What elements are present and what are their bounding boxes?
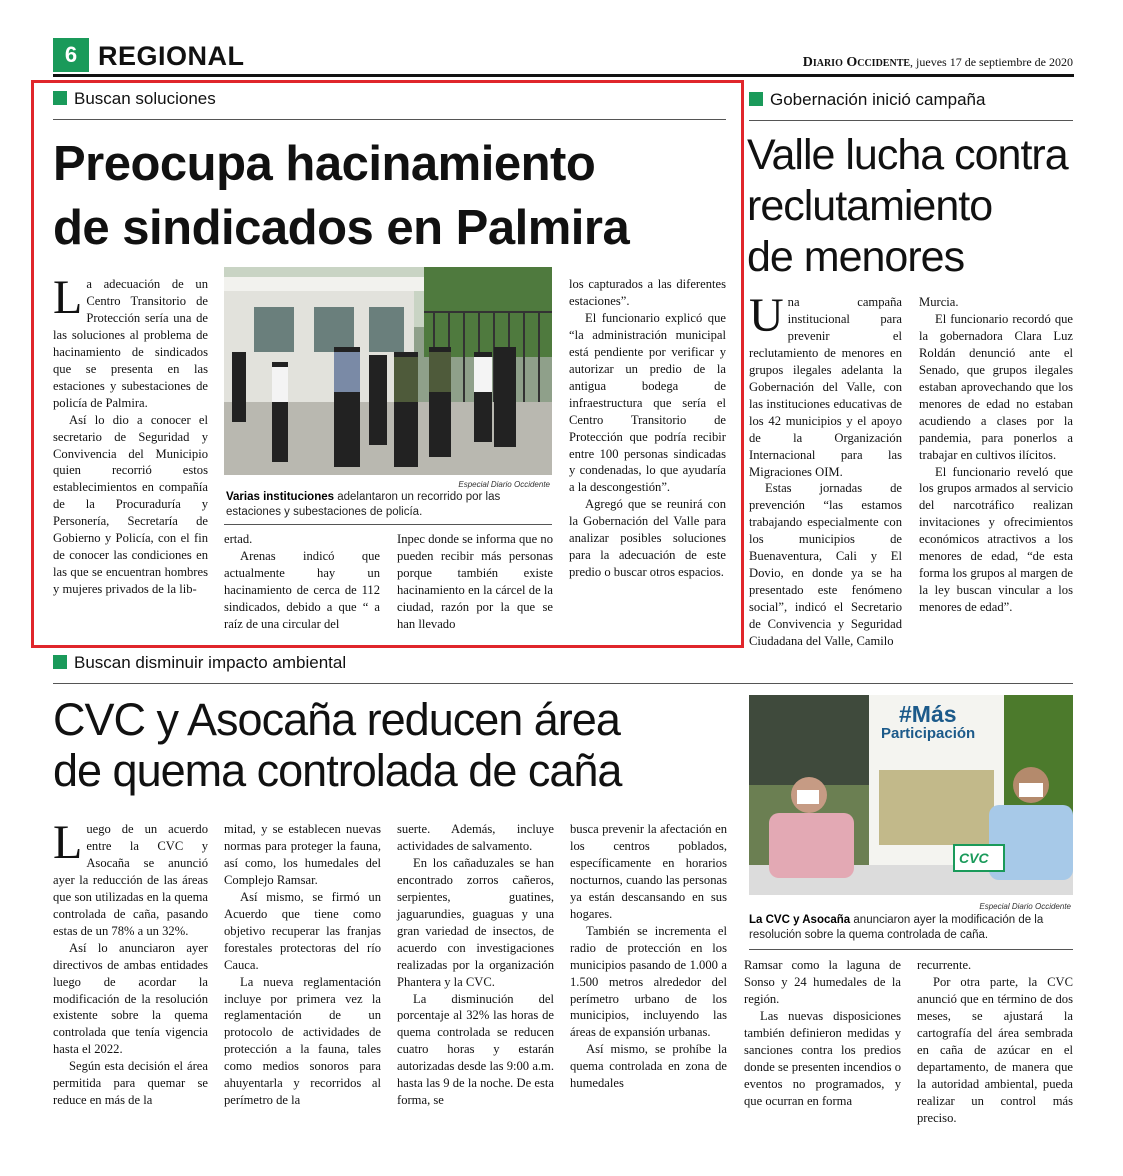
article3-col5-p2: Las nuevas disposiciones también definieron medidas y sanciones contra los predios donde se presenten incendios o eventos no programados, y que ocurran en forma [744, 1008, 901, 1108]
section-title: REGIONAL [98, 41, 245, 71]
article1-col1-p1: a adecuación de un Centro Transitorio de Protección sería una de las soluciones al problema de hacinamiento de sindicados que se presenta en las estaciones y subestaciones de policía de Palmira. [53, 277, 208, 410]
article3-col3-p2: En los cañaduzales se han encontrado zorros cañeros, serpientes, guatines, jaguarundies, guaguas y una gran variedad de insectos, de acuerdo con investigaciones realizadas por la organización Phantera y la CVC. [397, 855, 554, 989]
article2-col1-p2: Estas jornadas de prevención “las estamos trabajando especialmente con los municipios de Buenaventura, Cali y El Dovio, en donde ya se ha presentado este fenómeno social”, indicó el Secretario de Convivencia y Seguridad Ciudadana del Valle, Camilo [749, 481, 902, 649]
article1-col2-p2: Arenas indicó que actualmente hay un hacinamiento de cerca de 112 sindicados, debido a que “ a raíz de una circular del [224, 548, 380, 631]
drop-cap: L [53, 271, 83, 324]
article1-headline-2: de sindicados en Palmira [53, 201, 630, 255]
article2-col2-p1: Murcia. [919, 295, 959, 309]
masthead [803, 55, 1073, 71]
article3-col4 [570, 821, 727, 1131]
article1-col1 [53, 271, 208, 636]
article3-caption-rule [749, 949, 1073, 950]
article1-col2-p1: ertad. [224, 532, 253, 546]
green-square-icon [53, 91, 67, 105]
article3-col3 [397, 821, 554, 1131]
article3-rule [53, 683, 1073, 684]
article2-headline-2: reclutamiento [747, 182, 993, 230]
caption-bold: La CVC y Asocaña [749, 914, 851, 926]
article1-photo-credit: Especial Diario Occidente [458, 480, 550, 489]
drop-cap: L [53, 816, 83, 869]
article3-col6 [917, 957, 1073, 1132]
article3-col1-p1: uego de un acuerdo entre la CVC y Asocaña se anunció ayer la reducción de las áreas que son utilizadas en la quema controlada de caña, pasando estas de un 78% a un 32%. [53, 822, 208, 938]
article3-col3-p3: La disminución del porcentaje al 32% las horas de quema controlada se reducen cuatro horas y estarán autorizadas desde las 9:00 a.m. hasta las 9 de la noche. De esta forma, se [397, 991, 554, 1108]
article3-col1-p3: Según esta decisión el área permitida para quemar se reduce en más de la [53, 1059, 208, 1108]
article3-photo [749, 695, 1073, 895]
article1-col3 [397, 531, 553, 636]
caption-text: adelantaron un recorrido por las estaciones y subestaciones de policía. [226, 491, 501, 518]
article1-kicker [53, 89, 216, 109]
article3-col5-p1: Ramsar como la laguna de Sonso y 24 humedales de la región. [744, 958, 901, 1006]
article1-col4 [569, 276, 726, 636]
article3-col2 [224, 821, 381, 1131]
cvc-logo: CVC [959, 850, 989, 866]
article3-col1 [53, 816, 208, 1131]
article3-col4-p3: Así mismo, se prohíbe la quema controlada en zona de humedales [570, 1042, 727, 1091]
article3-kicker [53, 653, 346, 673]
header-rule [53, 74, 1074, 77]
article2-col2-p2: El funcionario recordó que la gobernadora Clara Luz Roldán denunció ante el Senado, que grupos ilegales estaban aprovechando que los menores de edad no estaban acudiendo a clases por la pandemia, para ponerlos a trabajar en cultivos ilícitos. [919, 311, 1073, 462]
article3-col4-p2: También se incrementa el radio de protección en los municipios pasando de 1.000 a 1.500 metros alrededor del perímetro urbano de los municipios, incluyendo las áreas de expansión urbanas. [570, 923, 727, 1040]
caption-text: anunciaron ayer la modificación de la resolución sobre la quema controlada de caña. [749, 914, 1044, 941]
article3-headline-2: de quema controlada de caña [53, 745, 622, 796]
article3-col2-p1: mitad, y se establecen nuevas normas para proteger la fauna, así como, los humedales del Complejo Ramsar. [224, 822, 381, 887]
page-number: 6 [53, 38, 89, 72]
article1-col2 [224, 531, 380, 636]
article3-col6-p1: recurrente. [917, 958, 972, 972]
police-station-photo [224, 267, 552, 475]
paper-name: Diario Occidente [802, 55, 911, 70]
article1-photo [224, 267, 552, 475]
article3-kicker-text: Buscan disminuir impacto ambiental [74, 653, 347, 672]
article1-caption [226, 490, 552, 520]
article3-col2-p3: La nueva reglamentación incluye por primera vez la reglamentación de un protocolo de actividades de protección a la fauna, tales como medios sonoros para ahuyentarla y recorridos al perímetro de la [224, 974, 381, 1108]
article2-kicker-text: Gobernación inició campaña [770, 90, 986, 109]
article2-col2 [919, 294, 1073, 634]
article1-col1-p2: Así lo dio a conocer el secretario de Seguridad y Convivencia del Municipio quien recorrió estos establecimientos en compañía de la Procuraduría y Personería, Secretaría de Gobierno y Policía, con el fin de conocer las condiciones en las que se encuentran hombres y mujeres privados de la lib- [53, 412, 208, 597]
article3-col6-p2: Por otra parte, la CVC anunció que en término de dos meses, se ajustará la cartografía del área sembrada en caña de azúcar en el departamento, de manera que la autoridad ambiental, pueda realizar un control más preciso. [917, 974, 1073, 1125]
article1-kicker-text: Buscan soluciones [74, 89, 216, 108]
article3-col2-p2: Así mismo, se firmó un Acuerdo que tiene como objetivo recuperar las franjas forestales protectoras del río Cauca. [224, 889, 381, 972]
photo-banner-2: Participación [881, 725, 976, 742]
article2-col1 [749, 289, 902, 649]
article3-col3-p1: suerte. Además, incluye actividades de salvamento. [397, 822, 554, 853]
article2-headline-3: de menores [747, 233, 965, 281]
article1-col4-p3: Agregó que se reunirá con la Gobernación del Valle para analizar posibles soluciones para la adecuación de este predio o buscar otros espacios. [569, 497, 726, 580]
article1-headline-1: Preocupa hacinamiento [53, 137, 596, 191]
article1-caption-rule [224, 524, 552, 525]
article3-headline-1: CVC y Asocaña reducen área [53, 694, 620, 745]
caption-bold: Varias instituciones [226, 491, 335, 503]
article3-caption [749, 913, 1073, 943]
article3-photo-credit: Especial Diario Occidente [979, 902, 1071, 911]
article1-col4-p2: El funcionario explicó que “la administración municipal está pendiente por verificar y autorizar un predio de la antigua bodega de infraestructura que sería el Centro Transitorio de Protección que podría recibir entre 100 personas sindicadas y condenadas, lo que ayudaría a la descongestión”. [569, 310, 726, 495]
green-square-icon [749, 92, 763, 106]
article2-kicker [749, 90, 985, 110]
photo-banner: #Más [899, 701, 957, 727]
drop-cap: U [749, 289, 784, 342]
article3-col5 [744, 957, 901, 1132]
issue-date: , jueves 17 de septiembre de 2020 [910, 55, 1073, 69]
article1-col4-p1: los capturados a las diferentes estaciones”. [569, 277, 726, 308]
article2-col1-p1: na campaña institucional para prevenir el reclutamiento de menores en grupos ilegales adelanta la Gobernación del Valle, con las instituciones educativas de los 42 municipios y el apoyo de la Organización Internacional para las Migraciones OIM. [749, 295, 902, 479]
article1-col3-p1: Inpec donde se informa que no pueden recibir más personas porque también existe hacinamiento en la cárcel de la ciudad, razón por la que se han llevado [397, 532, 553, 631]
article2-col2-p3: El funcionario reveló que los grupos armados al servicio del narcotráfico realizan invitaciones y ofrecimientos económicos atractivos a los menores de edad, “de esta forma los grupos al margen de la ley buscan vincular a los menores de edad”. [919, 464, 1073, 615]
article2-rule [749, 120, 1073, 121]
green-square-icon [53, 655, 67, 669]
article3-col4-p1: busca prevenir la afectación en los centros poblados, específicamente en horarios nocturnos, cuando las personas ya están descansando en sus hogares. [570, 822, 727, 921]
article2-headline-1: Valle lucha contra [747, 131, 1068, 179]
article3-col1-p2: Así lo anunciaron ayer directivos de ambas entidades luego de acordar la modificación de la resolución existente sobre la quema controlada que tenía vigencia hasta el 2022. [53, 940, 208, 1057]
article1-rule [53, 119, 726, 120]
